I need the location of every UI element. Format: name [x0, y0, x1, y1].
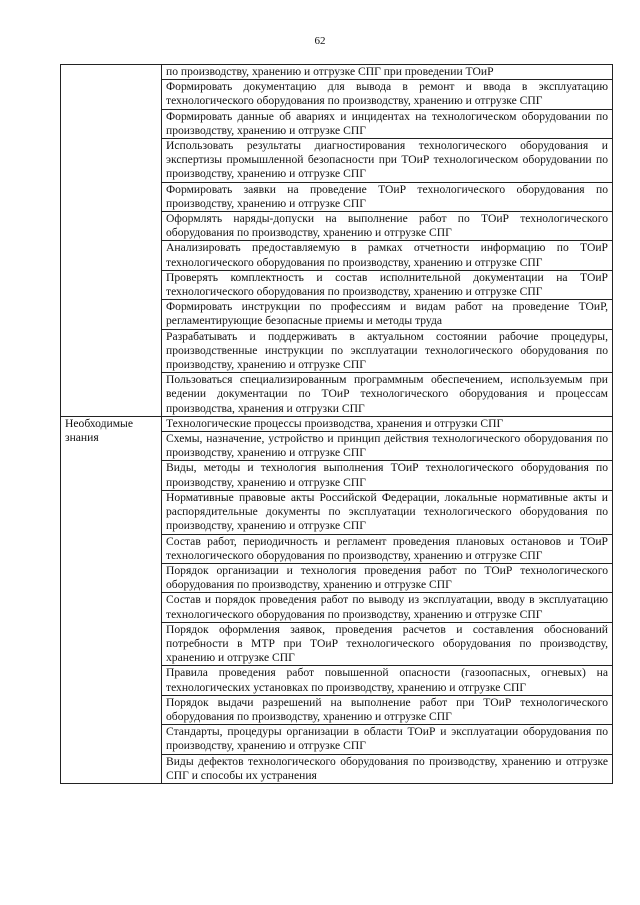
page-number: 62 [314, 35, 326, 47]
competency-table [60, 64, 613, 784]
table-cell: Анализировать предоставляемую в рамках отчетности информацию по ТОиР технологического оборудования по производству, хранению и отгрузке СПГ [162, 241, 613, 270]
table-cell: Формировать данные об авариях и инцидентах на технологическом оборудовании по производству, хранению и отгрузке СПГ [162, 109, 613, 138]
table-cell: Разрабатывать и поддерживать в актуальном состоянии рабочие процедуры, производственные инструкции по эксплуатации технологического оборудования по производству, хранению и отгрузке СПГ [162, 329, 613, 373]
section-label-skills [61, 65, 162, 417]
table-cell: Технологические процессы производства, хранения и отгрузки СПГ [162, 416, 613, 431]
table-cell: Состав работ, периодичность и регламент проведения плановых остановов и ТОиР технологического оборудования по производству, хранению и отгрузке СПГ [162, 534, 613, 563]
section-label-knowledge: Необходимые знания [61, 416, 162, 783]
table-cell: по производству, хранению и отгрузке СПГ при проведении ТОиР [162, 65, 613, 80]
table-cell: Формировать инструкции по профессиям и видам работ на проведение ТОиР, регламентирующие безопасные приемы и методы труда [162, 300, 613, 329]
table-cell: Порядок организации и технология проведения работ по ТОиР технологического оборудования по производству, хранению и отгрузке СПГ [162, 563, 613, 592]
table-cell: Проверять комплектность и состав исполнительной документации на ТОиР технологического оборудования по производству, хранению и отгрузке СПГ [162, 270, 613, 299]
table-cell: Схемы, назначение, устройство и принцип действия технологического оборудования по производству, хранению и отгрузке СПГ [162, 432, 613, 461]
table-row [61, 65, 613, 80]
table-cell: Нормативные правовые акты Российской Федерации, локальные нормативные акты и распорядительные документы по эксплуатации технологического оборудования по производству, хранению и отгрузке СПГ [162, 490, 613, 534]
table-cell: Стандарты, процедуры организации в области ТОиР и эксплуатации оборудования по производству, хранению и отгрузке СПГ [162, 725, 613, 754]
table-cell: Виды дефектов технологического оборудования по производству, хранению и отгрузке СПГ и способы их устранения [162, 754, 613, 783]
table-cell: Формировать документацию для вывода в ремонт и ввода в эксплуатацию технологического оборудования по производству, хранению и отгрузке СПГ [162, 80, 613, 109]
table-cell: Использовать результаты диагностирования технологического оборудования и экспертизы промышленной безопасности при ТОиР технологическом оборудовании по производству, хранению и отгрузке СПГ [162, 139, 613, 183]
table-row [61, 416, 613, 431]
table-cell: Пользоваться специализированным программным обеспечением, используемым при ведении документации по ТОиР технологического оборудования и процессам производства, хранения и отгрузки СПГ [162, 373, 613, 417]
table-cell: Состав и порядок проведения работ по выводу из эксплуатации, вводу в эксплуатацию технологического оборудования по производству, хранению и отгрузке СПГ [162, 593, 613, 622]
table-cell: Виды, методы и технология выполнения ТОиР технологического оборудования по производству, хранению и отгрузке СПГ [162, 461, 613, 490]
table-cell: Формировать заявки на проведение ТОиР технологического оборудования по производству, хранению и отгрузке СПГ [162, 182, 613, 211]
table-cell: Оформлять наряды-допуски на выполнение работ по ТОиР технологического оборудования по производству, хранению и отгрузке СПГ [162, 212, 613, 241]
table-cell: Правила проведения работ повышенной опасности (газоопасных, огневых) на технологических установках по производству, хранению и отгрузке СПГ [162, 666, 613, 695]
table-cell: Порядок выдачи разрешений на выполнение работ при ТОиР технологического оборудования по производству, хранению и отгрузке СПГ [162, 695, 613, 724]
table-cell: Порядок оформления заявок, проведения расчетов и составления обоснований потребности в МТР при ТОиР технологического оборудования по производству, хранению и отгрузке СПГ [162, 622, 613, 666]
